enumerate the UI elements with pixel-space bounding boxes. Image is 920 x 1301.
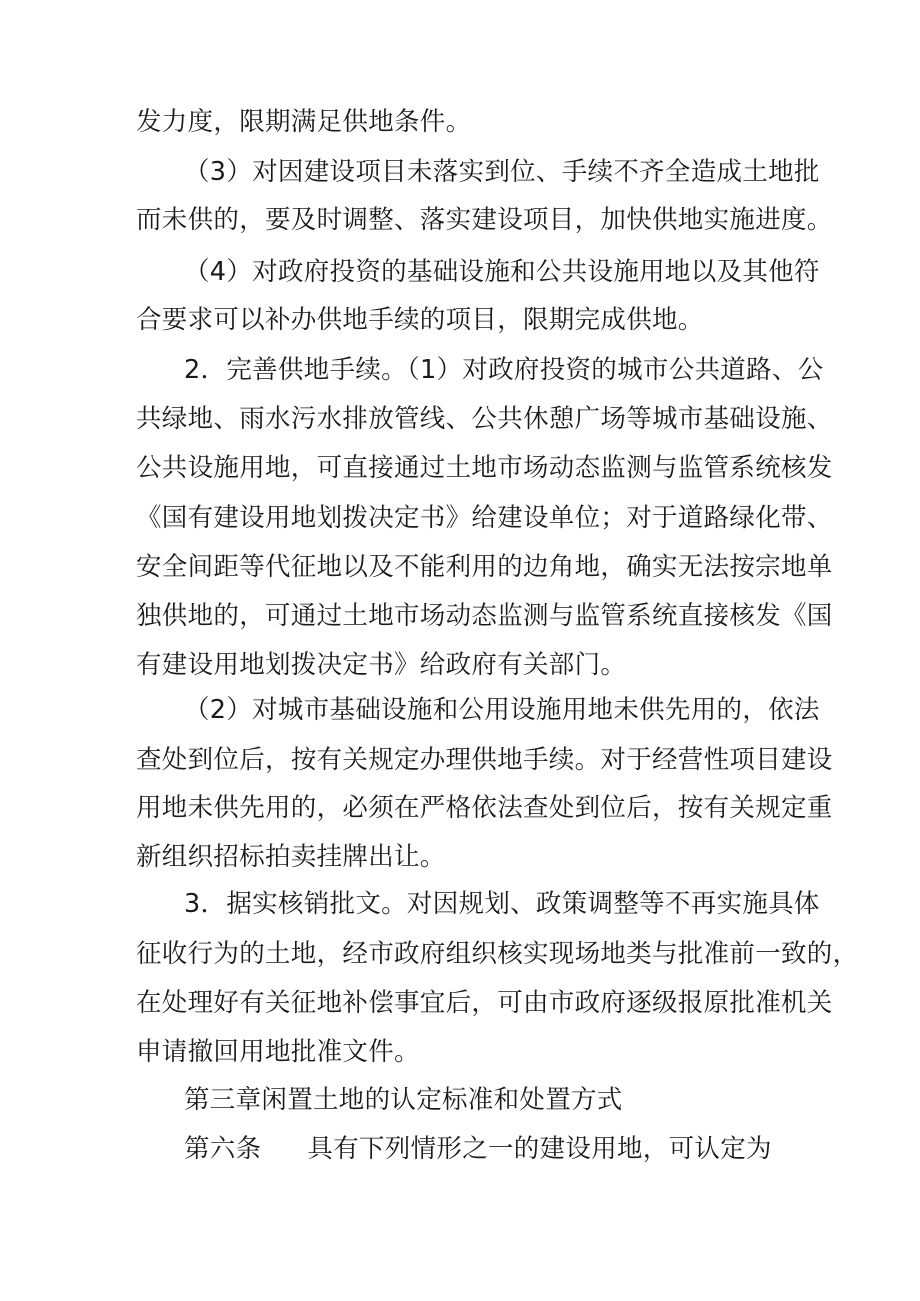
paragraph-line: 在处理好有关征地补偿事宜后，可由市政府逐级报原批准机关	[136, 988, 833, 1018]
paragraph-line: 而未供的，要及时调整、落实建设项目，加快供地实施进度。	[136, 205, 833, 235]
paragraph-line: 用地未供先用的，必须在严格依法查处到位后，按有关规定重	[136, 793, 833, 823]
paragraph-line: （4）对政府投资的基础设施和公共设施用地以及其他符	[184, 257, 820, 287]
article-line	[184, 1131, 772, 1167]
paragraph-line: （2）对城市基础设施和公用设施用地未供先用的，依法	[184, 695, 820, 725]
paragraph-line: 独供地的，可通过土地市场动态监测与监管系统直接核发《国	[136, 601, 833, 631]
paragraph-line: 发力度，限期满足供地条件。	[136, 107, 472, 137]
paragraph-line: （3）对因建设项目未落实到位、手续不齐全造成土地批	[184, 157, 820, 187]
paragraph-line: 新组织招标拍卖挂牌出让。	[136, 842, 446, 872]
article-text: 具有下列情形之一的建设用地，可认定为	[307, 1134, 772, 1164]
paragraph-line: 查处到位后，按有关规定办理供地手续。对于经营性项目建设	[136, 745, 833, 775]
paragraph-line: 3．据实核销批文。对因规划、政策调整等不再实施具体	[184, 889, 820, 919]
paragraph-line: 共绿地、雨水污水排放管线、公共休憩广场等城市基础设施、	[136, 404, 833, 434]
article-label: 第六条	[184, 1134, 262, 1164]
paragraph-line: 公共设施用地，可直接通过土地市场动态监测与监管系统核发	[136, 453, 833, 483]
paragraph-line: 安全间距等代征地以及不能利用的边角地，确实无法按宗地单	[136, 552, 833, 582]
paragraph-line: 2．完善供地手续。（1）对政府投资的城市公共道路、公	[184, 355, 824, 385]
paragraph-line: 申请撤回用地批准文件。	[136, 1037, 420, 1067]
chapter-heading: 第三章闲置土地的认定标准和处置方式	[184, 1085, 623, 1115]
paragraph-line: 合要求可以补办供地手续的项目，限期完成供地。	[136, 305, 704, 335]
paragraph-line: 《国有建设用地划拨决定书》给建设单位；对于道路绿化带、	[136, 503, 833, 533]
paragraph-line: 有建设用地划拨决定书》给政府有关部门。	[136, 650, 627, 680]
paragraph-line: 征收行为的土地，经市政府组织核实现场地类与批准前一致的，	[136, 939, 859, 969]
